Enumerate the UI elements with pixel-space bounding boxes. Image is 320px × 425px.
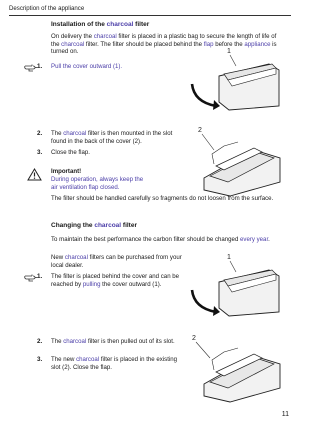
intro-text: . [268,236,270,243]
step-number: 3. [37,149,43,156]
intro-keyword: charcoal [61,40,85,48]
heading-text: Installation of the [51,21,107,28]
heading-keyword: charcoal [94,222,122,229]
warning-text: The filter should be handled carefully so fragments do not loosen from the surface. [51,195,274,202]
intro-keyword: appliance [244,40,271,48]
heading-keyword: charcoal [106,21,134,28]
step-number: 1. [37,63,43,70]
intro-text: On delivery the [51,33,94,40]
figure-label-1: 1 [227,48,231,55]
note-text: filters can be purchased from your local dealer. [51,254,182,269]
heading-text: filter [133,21,150,28]
intro-text: before the [213,40,245,48]
warning-title: Important! [51,168,82,175]
intro-keyword: flap [203,40,214,48]
step-number: 2. [37,338,43,345]
hand-pointer-icon [24,273,38,282]
note-keyword: charcoal [64,254,88,261]
figure-mount-filter [184,120,284,200]
intro-keyword: charcoal [93,33,117,40]
intro-text: filter. The filter should be placed behind the [84,40,204,48]
step-text: filter is then pulled out of its slot. [86,338,175,345]
purchase-note [51,254,183,269]
page-number: 11 [281,411,289,418]
step-text: The new [51,356,77,363]
step-number: 1. [37,273,43,280]
header-rule [9,15,291,16]
change-step-1-text [51,273,183,288]
change-step-3-text [51,356,183,371]
hand-pointer-icon [24,63,38,72]
heading-text: filter [121,222,137,229]
step-keyword: charcoal [63,130,87,137]
changing-intro [51,236,283,244]
step-number: 3. [37,356,43,363]
intro-keyword: every year [240,236,269,243]
figure-replace-filter [184,328,284,403]
heading-text: Changing the [51,222,95,229]
section-heading-changing [51,222,137,230]
figure-label-2: 2 [192,335,196,342]
figure-pull-cover-2 [184,250,284,320]
note-text: New [51,254,65,261]
intro-text: is turned on. [51,40,277,56]
change-step-2-text [51,338,183,346]
step-text: filter is then mounted in the slot found in the back of the cover (2). [51,130,173,145]
figure-pull-cover [184,44,284,114]
intro-text: To maintain the best performance the carbon filter should be changed [51,236,241,243]
warning-keyword-line: During operation, always keep the air ventilation flap closed. [51,176,144,191]
step-2-text [51,130,183,145]
step-number: 2. [37,130,43,137]
step-text: The [51,338,64,345]
step-keyword: pulling [82,280,101,288]
step-text: filter is placed in the existing slot (2). Close the flap. [51,356,178,371]
warning-triangle-icon [27,168,42,181]
step-text: the cover outward (1). [100,280,162,288]
step-keyword: charcoal [76,356,100,363]
section-heading-installation [51,21,149,29]
figure-label-2: 2 [198,127,202,134]
step-1-text: Pull the cover outward (1). [51,63,123,70]
step-text: The filter is placed behind the cover and can be reached by [51,273,180,288]
figure-label-1: 1 [227,254,231,261]
step-3-text: Close the flap. [51,149,90,156]
running-header: Description of the appliance [9,5,85,12]
intro-text: filter is placed in a plastic bag to secure the length of life of the [51,33,277,48]
step-text: The [51,130,64,137]
step-keyword: charcoal [63,338,87,345]
